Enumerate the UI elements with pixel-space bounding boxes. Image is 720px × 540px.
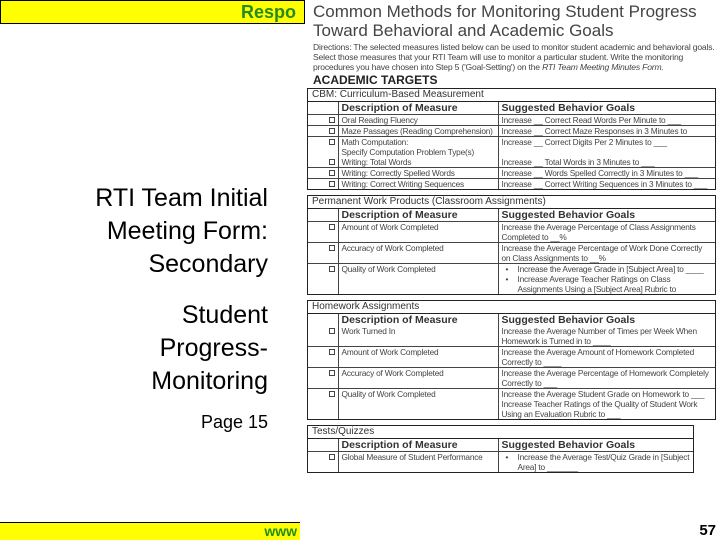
table-row	[308, 137, 715, 158]
goal-text: Increase the Average Percentage of Homework Completely Correctly to ___	[501, 368, 709, 388]
description-text: Accuracy of Work Completed	[341, 368, 444, 378]
description-text: Quality of Work Completed	[341, 389, 436, 399]
goal-text: Increase __ Total Words in 3 Minutes to ___	[501, 157, 655, 167]
subheading-line: Student	[181, 301, 268, 329]
footer-bar	[0, 522, 300, 540]
suggested-goal	[498, 264, 715, 295]
goal-bullet: • Increase the Average Grade in [Subject Area] to ____	[502, 264, 713, 274]
checkbox[interactable]	[329, 159, 335, 165]
goal-text: Increase __ Correct Read Words Per Minute to ___	[501, 115, 681, 125]
suggested-goal	[498, 389, 715, 420]
column-header-goals: Suggested Behavior Goals	[501, 102, 636, 114]
table-row	[308, 326, 715, 347]
goal-text: Increase __ Correct Digits Per 2 Minutes to ___	[501, 137, 667, 147]
suggested-goal	[498, 126, 715, 137]
heading-line: RTI Team Initial	[95, 184, 268, 212]
table-title: Homework Assignments	[308, 301, 715, 314]
goal-text: Increase the Average Percentage of Work Done Correctly on Class Assignments to __%	[501, 243, 703, 263]
goal-text: Increase the Average Student Grade on Homework to ___	[501, 389, 705, 399]
subheading-line: Monitoring	[151, 367, 268, 395]
table-cbm	[307, 88, 716, 190]
checkbox[interactable]	[329, 245, 335, 251]
measure-description	[338, 126, 498, 137]
suggested-goal	[498, 179, 715, 190]
measure-description	[338, 243, 498, 264]
slide-title-fragment: Respo	[240, 2, 296, 22]
table-row	[308, 368, 715, 389]
heading-line: Secondary	[148, 250, 268, 278]
description-text: Writing: Total Words	[341, 157, 412, 167]
column-header-goals: Suggested Behavior Goals	[501, 314, 636, 326]
table-header-row	[308, 314, 715, 326]
description-text: Oral Reading Fluency	[341, 115, 418, 125]
checkbox-column-header	[308, 314, 338, 326]
column-header-description: Description of Measure	[338, 439, 498, 452]
goal-text: Increase __ Correct Maze Responses in 3 Minutes to	[501, 126, 688, 136]
measure-description	[338, 157, 498, 168]
title-bar	[0, 0, 305, 24]
measure-description	[338, 452, 498, 473]
checkbox-cell	[308, 168, 338, 179]
checkbox-column-header	[308, 439, 338, 452]
checkbox-cell	[308, 179, 338, 190]
table-permanent-work	[307, 195, 716, 295]
table-row	[308, 168, 715, 179]
checkbox[interactable]	[329, 370, 335, 376]
table-row	[308, 126, 715, 137]
subheading-line: Progress-	[159, 334, 268, 362]
measure-description	[338, 179, 498, 190]
table-title: Permanent Work Products (Classroom Assignments)	[308, 196, 715, 209]
suggested-goal	[498, 115, 715, 126]
slide-heading	[95, 182, 268, 281]
checkbox-cell	[308, 389, 338, 420]
suggested-goal	[498, 243, 715, 264]
checkbox-cell	[308, 368, 338, 389]
checkbox[interactable]	[329, 391, 335, 397]
slide-subheading	[151, 299, 268, 398]
footer-url[interactable]: www	[264, 523, 297, 539]
table-row	[308, 264, 715, 295]
measure-description	[338, 115, 498, 126]
checkbox-cell	[308, 264, 338, 295]
suggested-goal	[498, 452, 693, 473]
checkbox-column-header	[308, 209, 338, 222]
description-text: Maze Passages (Reading Comprehension)	[341, 126, 493, 136]
description-text: Writing: Correctly Spelled Words	[341, 168, 455, 178]
suggested-goal	[498, 222, 715, 243]
page-number: 57	[699, 522, 716, 539]
goal-text: Increase Teacher Ratings of the Quality of Student Work Using an Evaluation Rubric to ___	[501, 399, 698, 419]
directions	[307, 42, 716, 72]
checkbox[interactable]	[329, 349, 335, 355]
checkbox-cell	[308, 126, 338, 137]
checkbox[interactable]	[329, 224, 335, 230]
checkbox-cell	[308, 115, 338, 126]
description-text: Quality of Work Completed	[341, 264, 436, 274]
suggested-goal	[498, 347, 715, 368]
page-reference: Page 15	[200, 412, 268, 432]
measure-description	[338, 389, 498, 420]
goal-text: Increase __ Words Spelled Correctly in 3 Minutes to ___	[501, 168, 698, 178]
table-row	[308, 389, 715, 420]
goal-text: Increase the Average Number of Times per Week When Homework is Turned in to ____	[501, 326, 697, 346]
measure-description	[338, 347, 498, 368]
measure-description	[338, 222, 498, 243]
table-row	[308, 179, 715, 190]
checkbox-cell	[308, 452, 338, 473]
table-title: CBM: Curriculum-Based Measurement	[308, 89, 715, 102]
measure-description	[338, 264, 498, 295]
column-header-goals: Suggested Behavior Goals	[501, 209, 636, 221]
checkbox-cell	[308, 243, 338, 264]
goal-text: Increase __ Correct Writing Sequences in 3 Minutes to ___	[501, 179, 708, 189]
suggested-goal	[498, 157, 715, 168]
description-text: Accuracy of Work Completed	[341, 243, 444, 253]
table-header-row	[308, 209, 715, 222]
measure-description	[338, 368, 498, 389]
checkbox[interactable]	[329, 266, 335, 272]
table-homework	[307, 300, 716, 420]
description-text: Global Measure of Student Performance	[341, 452, 483, 462]
description-text: Specify Computation Problem Type(s)	[341, 147, 475, 157]
heading-line: Meeting Form:	[106, 217, 268, 245]
description-text: Amount of Work Completed	[341, 347, 439, 357]
table-row	[308, 115, 715, 126]
goal-text: Increase the Average Amount of Homework Completed Correctly to ____	[501, 347, 695, 367]
table-row	[308, 452, 693, 473]
document-title: Common Methods for Monitoring Student Progress Toward Behavioral and Academic Goals	[313, 2, 697, 40]
checkbox[interactable]	[329, 139, 335, 145]
checkbox-cell	[308, 326, 338, 347]
section-heading: ACADEMIC TARGETS	[313, 73, 438, 87]
table-title: Tests/Quizzes	[308, 426, 693, 439]
description-text: Writing: Correct Writing Sequences	[341, 179, 464, 189]
column-header-description: Description of Measure	[338, 209, 498, 222]
suggested-goal	[498, 137, 715, 158]
description-text: Amount of Work Completed	[341, 222, 439, 232]
table-row	[308, 347, 715, 368]
suggested-goal	[498, 368, 715, 389]
document-image	[305, 0, 720, 477]
checkbox-cell	[308, 222, 338, 243]
measure-description	[338, 168, 498, 179]
table-row	[308, 157, 715, 168]
table-row	[308, 222, 715, 243]
goal-text: Increase the Average Percentage of Class Assignments Completed to __%	[501, 222, 696, 242]
checkbox[interactable]	[329, 328, 335, 334]
tables-container	[307, 87, 716, 473]
checkbox[interactable]	[329, 117, 335, 123]
directions-text: Directions: The selected measures listed below can be used to monitor student academic and behavioral goals. Select those measures that your RTI Team will use to monitor a particular student. Write the monitoring procedures you have chosen into Step 5 ('Goal-Setting') on the	[313, 42, 715, 72]
directions-form-name: RTI Team Meeting Minutes Form.	[542, 62, 664, 72]
table-header-row	[308, 102, 715, 115]
checkbox-column-header	[308, 102, 338, 115]
table-row	[308, 243, 715, 264]
measure-description	[338, 326, 498, 347]
suggested-goal	[498, 326, 715, 347]
column-header-description: Description of Measure	[338, 314, 498, 326]
checkbox[interactable]	[329, 454, 335, 460]
measure-description	[338, 137, 498, 158]
checkbox-cell	[308, 137, 338, 158]
table-header-row	[308, 439, 693, 452]
goal-bullet: • Increase Average Teacher Ratings on Class Assignments Using a [Subject Area] Rubric to	[502, 274, 713, 294]
checkbox[interactable]	[329, 170, 335, 176]
suggested-goal	[498, 168, 715, 179]
column-header-goals: Suggested Behavior Goals	[501, 439, 636, 451]
checkbox-cell	[308, 347, 338, 368]
checkbox[interactable]	[329, 181, 335, 187]
description-text: Math Computation:	[341, 137, 409, 147]
column-header-description: Description of Measure	[338, 102, 498, 115]
description-text: Work Turned In	[341, 326, 396, 336]
goal-bullet: • Increase the Average Test/Quiz Grade in [Subject Area] to _______	[502, 452, 691, 472]
checkbox-cell	[308, 157, 338, 168]
table-tests	[307, 425, 694, 473]
checkbox[interactable]	[329, 128, 335, 134]
